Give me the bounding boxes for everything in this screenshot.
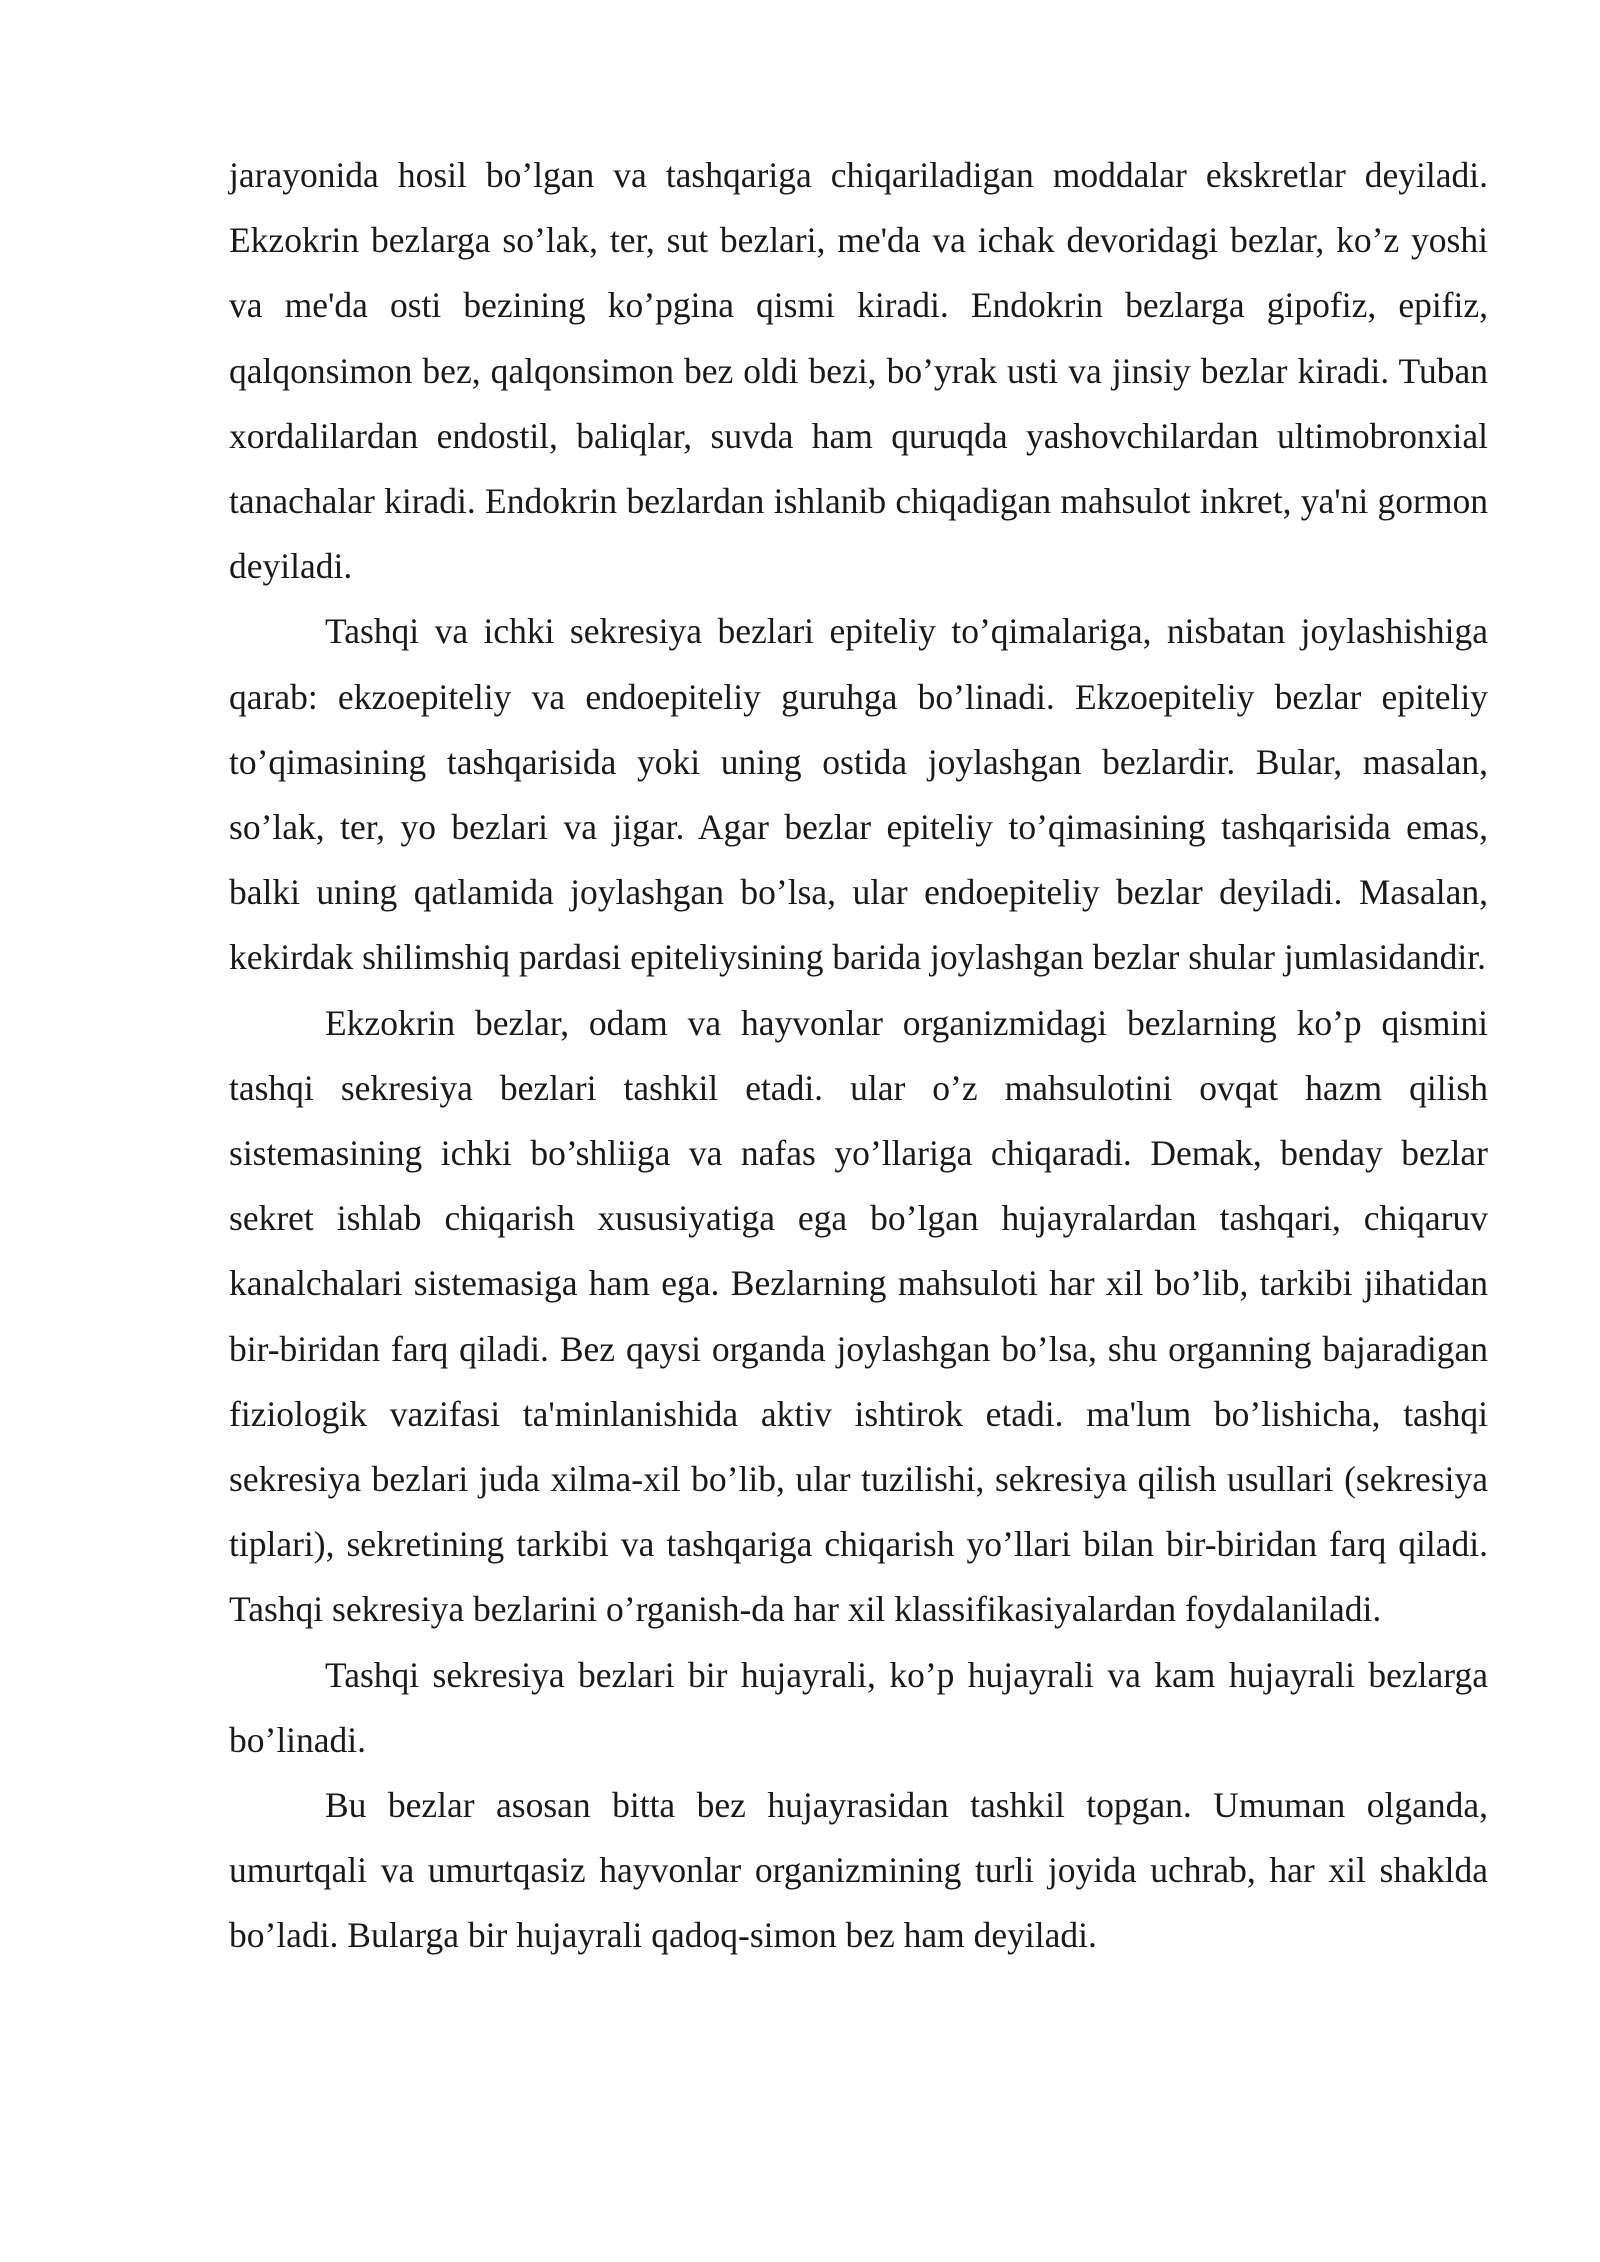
paragraph-4: Tashqi sekresiya bezlari bir hujayrali, ko’p hujayrali va kam hujayrali bezlarga bo’linadi. [229, 1654, 1488, 1760]
paragraph-2: Tashqi va ichki sekresiya bezlari epiteliy to’qimalariga, nisbatan joylashishiga qarab: ekzoepiteliy va endoepiteliy guruhga bo’linadi. Ekzoepiteliy bezlar epiteliy to’qimasining tashqarisida yoki uning ostida joylashgan bezlardir. Bular, masalan, so’lak, ter, yo bezlari va jigar. Agar bezlar epiteliy to’qimasining tashqarisida emas, balki uning qatlamida joylashgan bo’lsa, ular endoepiteliy bezlar deyiladi. Masalan, kekirdak shilimshiq pardasi epiteliysining barida joylashgan bezlar shular jumlasidandir. [229, 611, 1488, 978]
paragraph-5: Bu bezlar asosan bitta bez hujayrasidan tashkil topgan. Umuman olganda, umurtqali va umurtqasiz hayvonlar organizmining turli joyida uchrab, har xil shaklda bo’ladi. Bularga bir hujayrali qadoq-simon bez ham deyiladi. [229, 1785, 1488, 1956]
paragraph-3: Ekzokrin bezlar, odam va hayvonlar organizmidagi bezlarning ko’p qismini tashqi sekresiya bezlari tashkil etadi. ular o’z mahsulotini ovqat hazm qilish sistemasining ichki bo’shliiga va nafas yo’llariga chiqaradi. Demak, benday bezlar sekret ishlab chiqarish xususiyatiga ega bo’lgan hujayralardan tashqari, chiqaruv kanalchalari sistemasiga ham ega. Bezlarning mahsuloti har xil bo’lib, tarkibi jihatidan bir-biridan farq qiladi. Bez qaysi organda joylashgan bo’lsa, shu organning bajaradigan fiziologik vazifasi ta'minlanishida aktiv ishtirok etadi. ma'lum bo’lishicha, tashqi sekresiya bezlari juda xilma-xil bo’lib, ular tuzilishi, sekresiya qilish usullari (sekresiya tiplari), sekretining tarkibi va tashqariga chiqarish yo’llari bilan bir-biridan farq qiladi. Tashqi sekresiya bezlarini o’rganish-da har xil klassifikasiyalardan foydalaniladi. [229, 1002, 1488, 1630]
document-page [229, 143, 1488, 1969]
paragraph-1: jarayonida hosil bo’lgan va tashqariga chiqariladigan moddalar ekskretlar deyiladi. Ekzokrin bezlarga so’lak, ter, sut bezlari, me'da va ichak devoridagi bezlar, ko’z yoshi va me'da osti bezining ko’pgina qismi kiradi. Endokrin bezlarga gipofiz, epifiz, qalqonsimon bez, qalqonsimon bez oldi bezi, bo’yrak usti va jinsiy bezlar kiradi. Tuban xordalilardan endostil, baliqlar, suvda ham quruqda yashovchilardan ultimobronxial tanachalar kiradi. Endokrin bezlardan ishlanib chiqadigan mahsulot inkret, ya'ni gormon deyiladi. [229, 155, 1488, 587]
